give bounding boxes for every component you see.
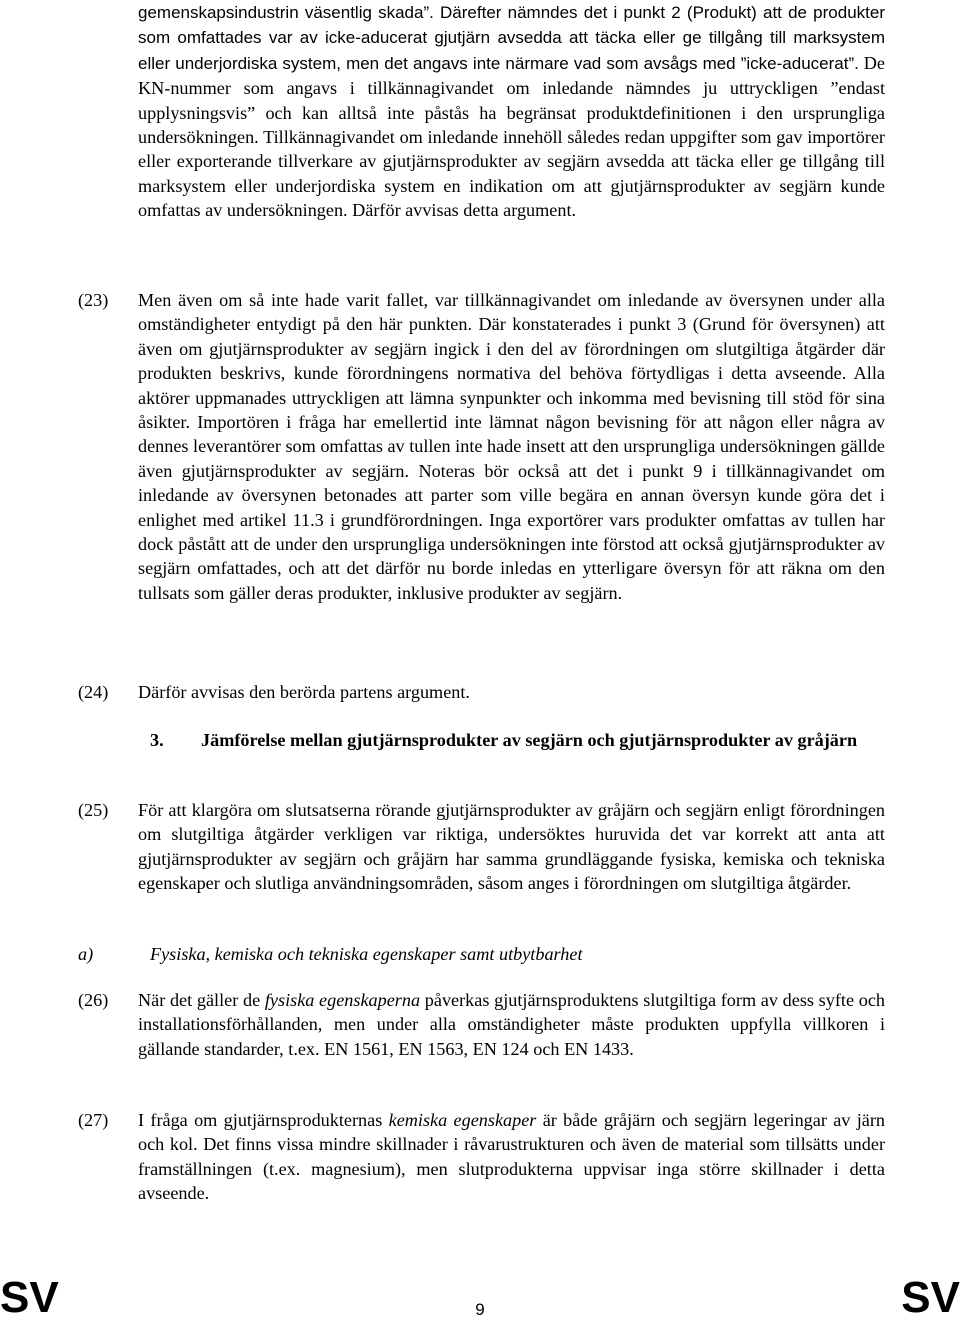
- paragraph-text: [138, 988, 885, 1061]
- paragraph-23: [78, 288, 885, 605]
- paragraph-text: Därför avvisas den berörda partens argument.: [138, 682, 470, 702]
- paragraph-27: [78, 1108, 885, 1206]
- paragraph-24: [78, 680, 885, 704]
- paragraph-26: [78, 988, 885, 1061]
- section-heading: [150, 728, 890, 752]
- subsection-label: a): [78, 944, 94, 964]
- subsection-heading: [78, 942, 885, 966]
- paragraph-number: (27): [78, 1110, 109, 1130]
- continuation-part2: De KN-nummer som angavs i tillkännagivandet om inledande nämndes ju uttryckligen ”endast upplysningsvis” och kan alltså inte påstås ha begränsat produktdefinitionen i den ursprungliga undersökningen. Tillkännagivandet om inledande innehöll således redan uppgifter som gav importörer eller exporterande tillverkare av gjutjärnsprodukter av segjärn avsedda att täcka eller ge tillgång till marksystem eller underjordiska system en indikation om att gjutjärnsprodukter av segjärn kunde omfattas av undersökningen. Därför avvisas detta argument.: [138, 52, 885, 221]
- page-number: 9: [475, 1300, 485, 1319]
- paragraph-number: (25): [78, 800, 109, 820]
- footer-language-left: SV: [0, 1273, 59, 1322]
- paragraph-text: För att klargöra om slutsatserna rörande gjutjärnsprodukter av gråjärn och segjärn enligt förordningen om slutgiltiga åtgärder verkligen var riktiga, undersöktes huruvida det var korrekt att anta att gjutjärnsprodukter av segjärn och gråjärn har samma grundläggande fysiska, kemiska och tekniska egenskaper och slutliga användningsområden, såsom anges i förordningen om slutgiltiga åtgärder.: [138, 800, 885, 894]
- paragraph-text: Men även om så inte hade varit fallet, var tillkännagivandet om inledande av översynen under alla omständigheter entydigt på den här punkten. Där konstaterades i punkt 3 (Grund för översynen) att även om gjutjärnsprodukter av segjärn ingick i den del av förordningen om slutgiltiga åtgärder där produkten beskrivs, kunde förordningens normativa del behöva förtydligas i detta avseende. Alla aktörer uppmanades uttryckligen att lämna synpunkter och inkomma med bevisning till stöd för sina åsikter. Importören i fråga har emellertid inte lämnat någon bevisning för att någon eller några av dennes leverantörer som omfattas av tullen inte hade insett att den ursprungliga undersökningen gällde även gjutjärnsprodukter av segjärn. Noteras bör också att det i punkt 9 i tillkännagivandet om inledande av översynen betonades att parter som ville begära en annan översyn kunde göra det i enlighet med artikel 11.3 i grundförordningen. Inga exportörer vars produkter omfattas av tullen har dock påstått att de under den ursprungliga undersökningen inte förstod att också gjutjärnsprodukter av segjärn omfattades, och att det därför nu borde inledas en ytterligare översyn för att räkna om den tullsats som gäller deras produkter, inklusive produkter av segjärn.: [138, 290, 885, 603]
- emphasis-term: fysiska egenskaperna: [264, 990, 421, 1010]
- paragraph-text: [138, 1108, 885, 1206]
- text-run: är både gråjärn och segjärn legeringar av järn och kol. Det finns vissa mindre skillnader i råvarustrukturen och även de material som tillsätts under framställningen (t.ex. magnesium), men slutprodukterna uppvisar inga större skillnader i detta avseende.: [138, 1110, 886, 1204]
- emphasis-term: kemiska egenskaper: [388, 1110, 537, 1130]
- section-number: 3.: [150, 730, 164, 750]
- text-run: När det gäller de: [138, 990, 265, 1010]
- text-run: I fråga om gjutjärnsprodukternas: [138, 1110, 389, 1130]
- paragraph-number: (26): [78, 990, 109, 1010]
- text-run: påverkas gjutjärnsproduktens slutgiltiga form av dess syfte och installationsförhållanden, men under alla omständigheter måste produkten uppfylla villkoren i gällande standarder, t.ex. EN 1561, EN 1563, EN 124 och EN 1433.: [138, 990, 885, 1059]
- paragraph-number: (23): [78, 290, 109, 310]
- paragraph-25: [78, 798, 885, 896]
- continuation-part1: gemenskapsindustrin väsentlig skada”. Därefter nämndes det i punkt 2 (Produkt) att de produkter som omfattades var av icke-aducerat gjutjärn avsedda att täcka eller ge tillgång till marksystem eller underjordiska system, men det angavs inte närmare vad som avsågs med ”icke-aducerat”.: [138, 3, 885, 73]
- continuation-paragraph: [138, 0, 885, 223]
- footer-language-right: SV: [901, 1273, 960, 1322]
- subsection-title: Fysiska, kemiska och tekniska egenskaper samt utbytbarhet: [150, 944, 583, 964]
- paragraph-number: (24): [78, 682, 109, 702]
- section-title: Jämförelse mellan gjutjärnsprodukter av segjärn och gjutjärnsprodukter av gråjärn: [201, 730, 858, 750]
